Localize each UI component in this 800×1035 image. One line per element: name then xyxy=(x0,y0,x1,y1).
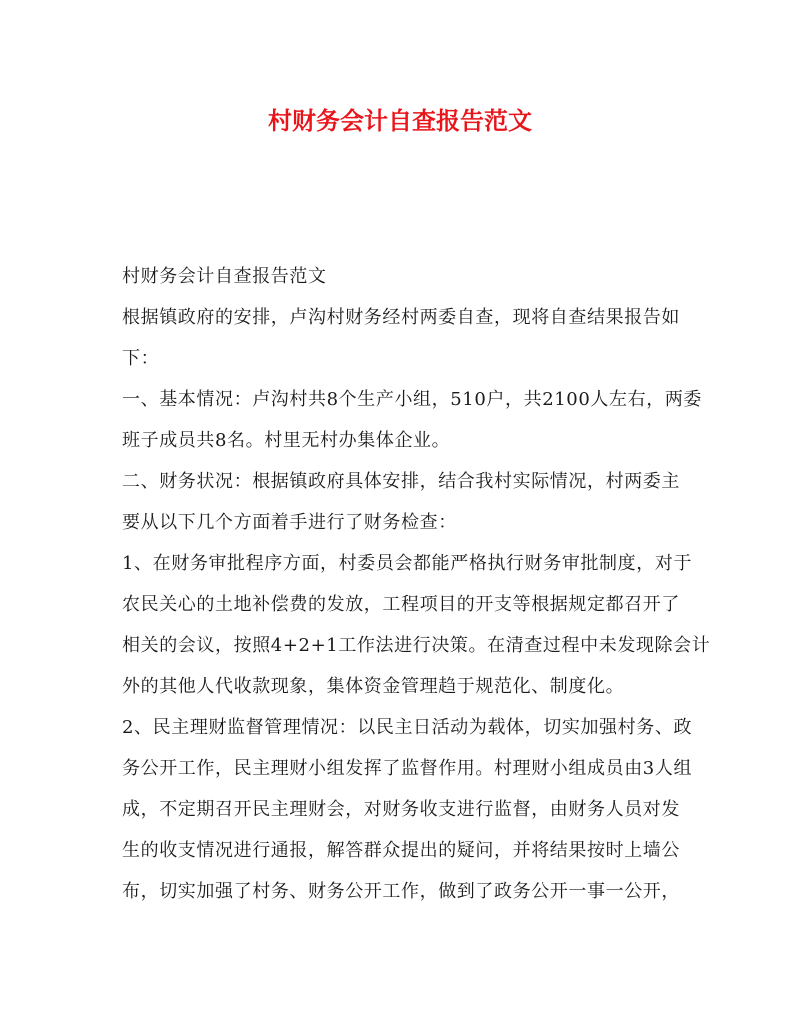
body-line: 外的其他人代收款现象，集体资金管理趋于规范化、制度化。 xyxy=(122,676,625,697)
body-line: 一、基本情况：卢沟村共8个生产小组，510户，共2100人左右，两委 xyxy=(122,389,703,410)
document-title: 村财务会计自查报告范文 xyxy=(268,106,532,135)
body-line: 二、财务状况：根据镇政府具体安排，结合我村实际情况，村两委主 xyxy=(122,471,680,492)
body-line: 要从以下几个方面着手进行了财务检查： xyxy=(122,512,457,533)
body-line: 根据镇政府的安排，卢沟村财务经村两委自查，现将自查结果报告如 xyxy=(122,307,680,328)
body-line: 2、民主理财监督管理情况：以民主日活动为载体，切实加强村务、政 xyxy=(122,717,693,738)
body-line: 布，切实加强了村务、财务公开工作，做到了政务公开一事一公开， xyxy=(122,881,680,902)
body-line: 班子成员共8名。村里无村办集体企业。 xyxy=(122,430,451,451)
body-line: 成，不定期召开民主理财会，对财务收支进行监督，由财务人员对发 xyxy=(122,799,680,820)
body-line-subtitle: 村财务会计自查报告范文 xyxy=(122,266,327,287)
body-line: 1、在财务审批程序方面，村委员会都能严格执行财务审批制度，对于 xyxy=(122,553,693,574)
document-body xyxy=(122,256,711,912)
body-line: 相关的会议，按照4+2+1工作法进行决策。在清查过程中未发现除会计 xyxy=(122,635,711,656)
body-line: 务公开工作，民主理财小组发挥了监督作用。村理财小组成员由3人组 xyxy=(122,758,693,779)
body-line: 农民关心的土地补偿费的发放，工程项目的开支等根据规定都召开了 xyxy=(122,594,680,615)
body-line: 生的收支情况进行通报，解答群众提出的疑问，并将结果按时上墙公 xyxy=(122,840,680,861)
body-line: 下： xyxy=(122,348,160,369)
